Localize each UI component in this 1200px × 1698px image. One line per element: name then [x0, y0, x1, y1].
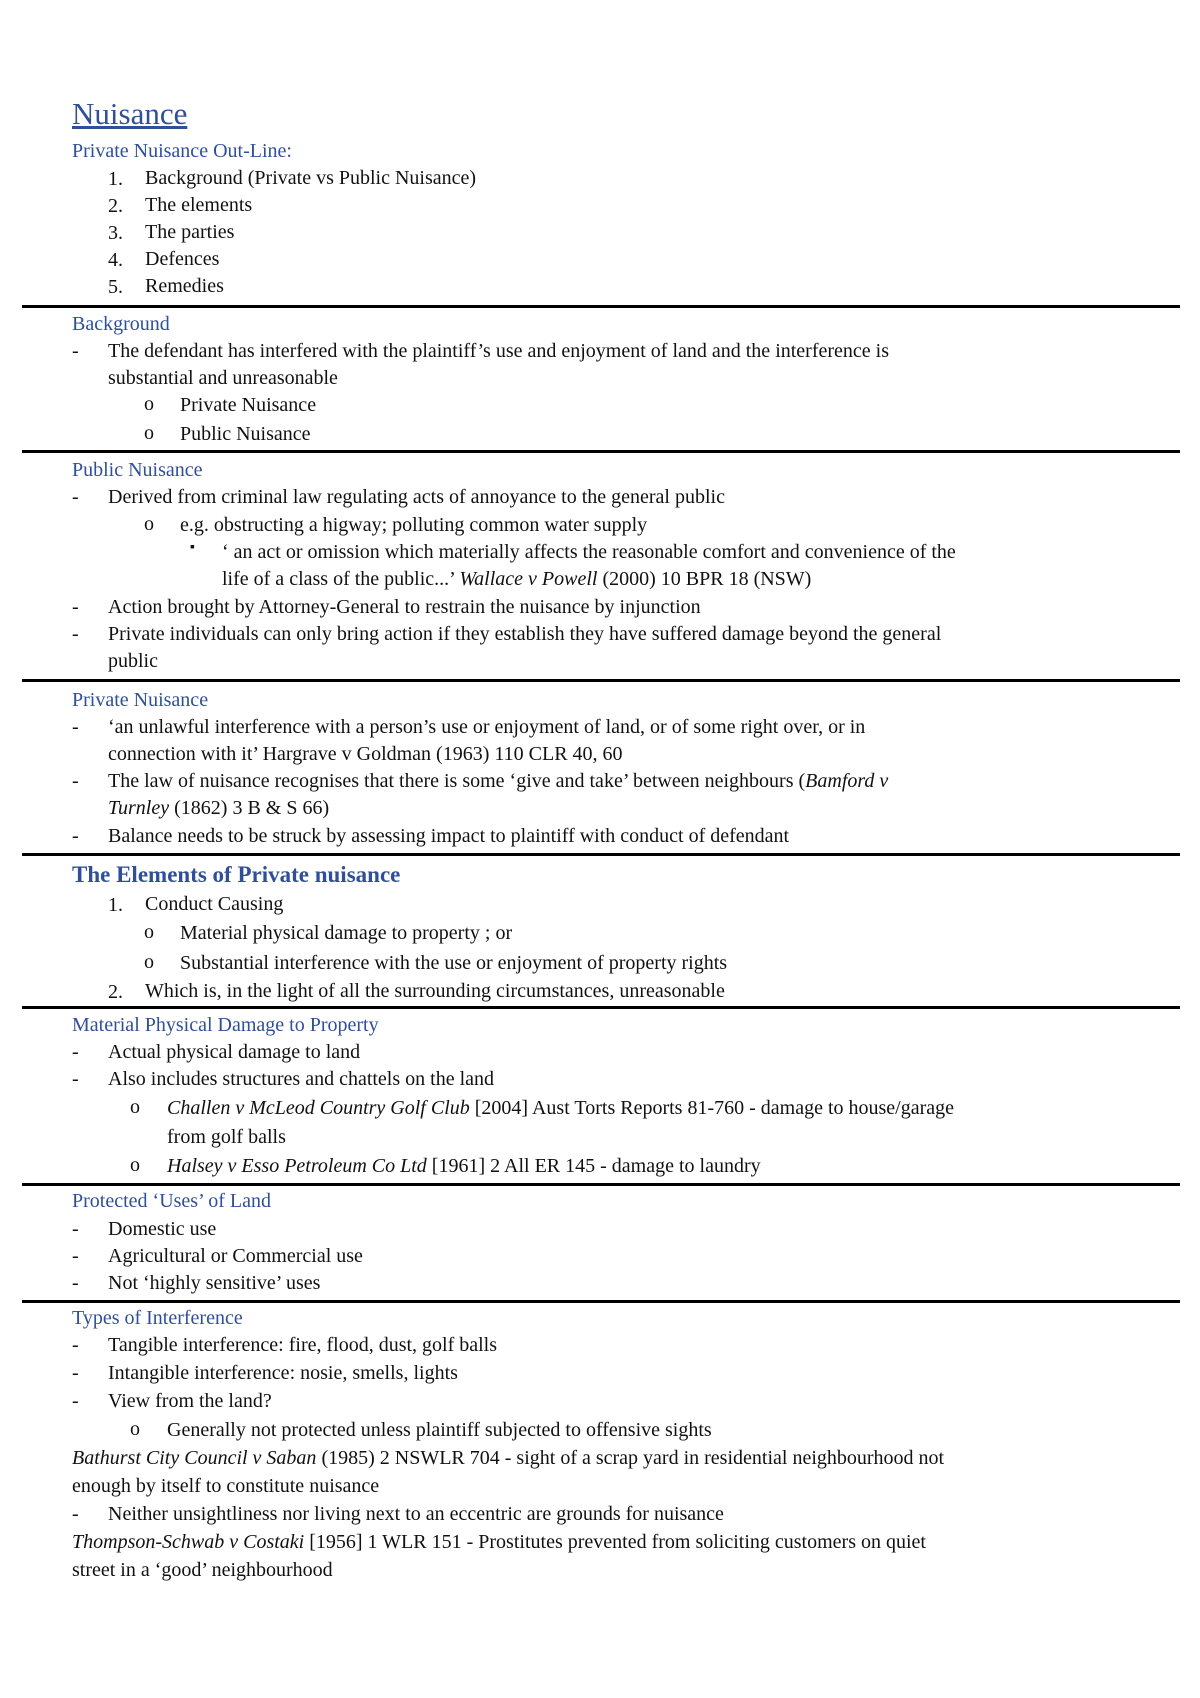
outline-item: Remedies	[145, 275, 224, 297]
circle-bullet: o	[144, 951, 154, 973]
section-heading-elements: The Elements of Private nuisance	[72, 862, 401, 887]
dash-bullet: -	[72, 770, 79, 792]
dash-bullet: -	[72, 486, 79, 508]
case-paragraph: enough by itself to constitute nuisance	[72, 1475, 380, 1497]
bullet-text: public	[108, 650, 158, 672]
bullet-text: Balance needs to be struck by assessing impact to plaintiff with conduct of defendant	[108, 825, 790, 847]
case-line: from golf balls	[167, 1126, 286, 1148]
bullet-text: connection with it’ Hargrave v Goldman (1963) 110 CLR 40, 60	[108, 743, 623, 765]
section-divider	[22, 1300, 1180, 1303]
circle-bullet: o	[130, 1418, 140, 1440]
square-bullet: ▪	[190, 540, 195, 555]
case-name: Bamford v	[805, 770, 889, 792]
case-name: Halsey v Esso Petroleum Co Ltd	[167, 1155, 427, 1177]
outline-item: Defences	[145, 248, 220, 270]
list-number: 4.	[108, 249, 123, 271]
case-line: Halsey v Esso Petroleum Co Ltd [1961] 2 All ER 145 - damage to laundry	[167, 1155, 761, 1177]
bullet-text: Also includes structures and chattels on the land	[108, 1068, 495, 1090]
section-heading-types-of-interference: Types of Interference	[72, 1307, 243, 1329]
outline-item: Background (Private vs Public Nuisance)	[145, 167, 477, 189]
bullet-text: Actual physical damage to land	[108, 1041, 361, 1063]
dash-bullet: -	[72, 623, 79, 645]
bullet-text: Derived from criminal law regulating acts of annoyance to the general public	[108, 486, 725, 508]
case-paragraph: Bathurst City Council v Saban (1985) 2 NSWLR 704 - sight of a scrap yard in residential neighbourhood not	[72, 1447, 945, 1469]
bullet-text: Domestic use	[108, 1218, 217, 1240]
bullet-text: View from the land?	[108, 1390, 272, 1412]
dash-bullet: -	[72, 1334, 79, 1356]
section-heading-background: Background	[72, 313, 170, 335]
bullet-text: The defendant has interfered with the plaintiff’s use and enjoyment of land and the interference is	[108, 340, 890, 362]
section-heading-protected-uses: Protected ‘Uses’ of Land	[72, 1190, 272, 1212]
dash-bullet: -	[72, 1041, 79, 1063]
dash-bullet: -	[72, 825, 79, 847]
outline-item: The elements	[145, 194, 253, 216]
list-number: 3.	[108, 222, 123, 244]
bullet-text: Agricultural or Commercial use	[108, 1245, 363, 1267]
bullet-text: ‘an unlawful interference with a person’s use or enjoyment of land, or of some right over, or in	[108, 716, 866, 738]
sub-bullet-text: Substantial interference with the use or enjoyment of property rights	[180, 952, 728, 974]
section-divider	[22, 1006, 1180, 1009]
case-name: Thompson-Schwab v Costaki	[72, 1531, 305, 1553]
bullet-text: Neither unsightliness nor living next to an eccentric are grounds for nuisance	[108, 1503, 724, 1525]
bullet-text: Private individuals can only bring action if they establish they have suffered damage beyond the general	[108, 623, 942, 645]
case-name: Bathurst City Council v Saban	[72, 1447, 317, 1469]
dash-bullet: -	[72, 1272, 79, 1294]
dash-bullet: -	[72, 1218, 79, 1240]
list-text: Conduct Causing	[145, 893, 284, 915]
outline-item: The parties	[145, 221, 235, 243]
list-number: 1.	[108, 168, 123, 190]
dash-bullet: -	[72, 1390, 79, 1412]
list-number: 5.	[108, 276, 123, 298]
quote-text: life of a class of the public...’ Wallace v Powell (2000) 10 BPR 18 (NSW)	[222, 568, 812, 590]
page-title: Nuisance	[72, 96, 188, 131]
list-number: 1.	[108, 894, 123, 916]
case-paragraph: Thompson-Schwab v Costaki [1956] 1 WLR 151 - Prostitutes prevented from soliciting customers on quiet	[72, 1531, 926, 1553]
circle-bullet: o	[130, 1096, 140, 1118]
circle-bullet: o	[130, 1154, 140, 1176]
sub-bullet-text: Material physical damage to property ; or	[180, 922, 513, 944]
bullet-text: Intangible interference: nosie, smells, lights	[108, 1362, 458, 1384]
section-heading-public-nuisance: Public Nuisance	[72, 459, 203, 481]
sub-bullet-text: e.g. obstructing a higway; polluting common water supply	[180, 514, 648, 536]
dash-bullet: -	[72, 1362, 79, 1384]
bullet-text: Not ‘highly sensitive’ uses	[108, 1272, 321, 1294]
circle-bullet: o	[144, 422, 154, 444]
bullet-text: Turnley (1862) 3 B & S 66)	[108, 797, 330, 819]
outline-heading: Private Nuisance Out-Line:	[72, 140, 292, 162]
case-name: Turnley	[108, 797, 170, 819]
section-divider	[22, 305, 1180, 308]
quote-text: ‘ an act or omission which materially affects the reasonable comfort and convenience of the	[222, 541, 956, 563]
section-divider	[22, 679, 1180, 682]
circle-bullet: o	[144, 393, 154, 415]
case-line: Challen v McLeod Country Golf Club [2004] Aust Torts Reports 81-760 - damage to house/garage	[167, 1097, 955, 1119]
list-number: 2.	[108, 195, 123, 217]
section-divider	[22, 1183, 1180, 1186]
bullet-text: substantial and unreasonable	[108, 367, 338, 389]
case-paragraph: street in a ‘good’ neighbourhood	[72, 1559, 333, 1581]
dash-bullet: -	[72, 340, 79, 362]
case-name: Challen v McLeod Country Golf Club	[167, 1097, 470, 1119]
circle-bullet: o	[144, 921, 154, 943]
case-name: Wallace v Powell	[459, 568, 598, 590]
dash-bullet: -	[72, 1503, 79, 1525]
bullet-text: The law of nuisance recognises that there is some ‘give and take’ between neighbours (Bamford v	[108, 770, 889, 792]
dash-bullet: -	[72, 1245, 79, 1267]
dash-bullet: -	[72, 716, 79, 738]
sub-bullet-text: Public Nuisance	[180, 423, 311, 445]
dash-bullet: -	[72, 1068, 79, 1090]
sub-bullet-text: Private Nuisance	[180, 394, 317, 416]
section-heading-private-nuisance: Private Nuisance	[72, 689, 209, 711]
list-text: Which is, in the light of all the surrounding circumstances, unreasonable	[145, 980, 725, 1002]
section-heading-material-damage: Material Physical Damage to Property	[72, 1014, 379, 1036]
section-divider	[22, 450, 1180, 453]
list-number: 2.	[108, 981, 123, 1003]
circle-bullet: o	[144, 513, 154, 535]
dash-bullet: -	[72, 596, 79, 618]
bullet-text: Action brought by Attorney-General to restrain the nuisance by injunction	[108, 596, 701, 618]
sub-bullet-text: Generally not protected unless plaintiff subjected to offensive sights	[167, 1419, 712, 1441]
bullet-text: Tangible interference: fire, flood, dust, golf balls	[108, 1334, 498, 1356]
section-divider	[22, 853, 1180, 856]
